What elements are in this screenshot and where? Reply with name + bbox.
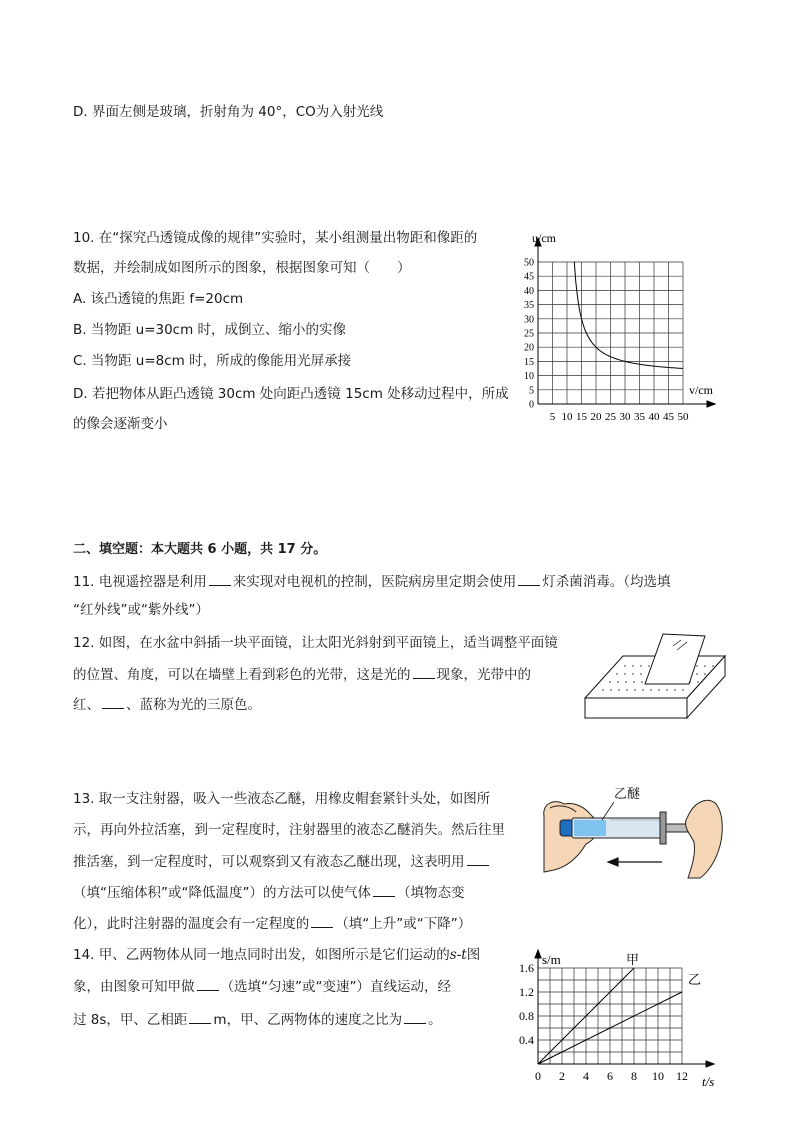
q12-text-3a: 红、 xyxy=(73,697,100,713)
u-v-curve xyxy=(574,262,683,369)
y-tick-label: 50 xyxy=(524,257,534,269)
q12-line-3 xyxy=(73,694,261,715)
q12-blank-1[interactable] xyxy=(413,664,435,679)
q12-line-2 xyxy=(73,664,531,685)
q13-blank-2[interactable] xyxy=(373,882,395,897)
y-tick-label: 1.6 xyxy=(519,961,534,975)
y-tick-label: 35 xyxy=(524,300,534,312)
q12-text-2a: 的位置、角度，可以在墙壁上看到彩色的光带，这是光的 xyxy=(73,667,411,683)
q12-line-1: 12. 如图，在水盆中斜插一块平面镜，让太阳光斜射到平面镜上，适当调整平面镜 xyxy=(73,635,558,651)
s-t-graph xyxy=(508,946,734,1096)
s-t-y-tick-labels xyxy=(519,961,534,1047)
basin-mirror-figure xyxy=(583,628,728,723)
u-v-y-tick-labels xyxy=(524,258,534,411)
s-t-grid xyxy=(538,968,682,1064)
x-tick-label: 8 xyxy=(631,1069,637,1083)
s-t-x-tick-labels xyxy=(535,1069,688,1083)
q11-text-3: 灯杀菌消毒。（均选填 xyxy=(542,574,671,590)
s-t-lines xyxy=(538,953,701,1064)
q14-line-1 xyxy=(73,945,480,965)
series-label: 甲 xyxy=(626,953,640,968)
q14-text-1c: 图 xyxy=(466,947,481,963)
q10-stem-line-2: 数据，并绘制成如图所示的图象，根据图象可知（ ） xyxy=(73,260,411,276)
arrow-left-icon xyxy=(608,858,662,866)
right-hand-icon xyxy=(686,800,723,878)
u-v-grid xyxy=(538,262,683,404)
q13-text-3: 推活塞，到一定程度时，可以观察到又有液态乙醚出现，这表明用 xyxy=(73,854,465,870)
q9-option-d: D. 界面左侧是玻璃，折射角为 40°，CO为入射光线 xyxy=(73,104,384,120)
x-tick-label: 20 xyxy=(590,411,602,423)
x-tick-label: 10 xyxy=(652,1069,664,1083)
x-tick-label: 35 xyxy=(634,411,645,423)
q14-blank-3[interactable] xyxy=(404,1009,426,1024)
x-tick-label: 50 xyxy=(677,411,689,423)
y-tick-label: 30 xyxy=(524,314,534,326)
y-tick-label: 20 xyxy=(524,342,534,354)
q11-line-2: “红外线”或“紫外线”） xyxy=(73,602,209,618)
x-tick-label: 25 xyxy=(605,411,616,423)
q14-blank-2[interactable] xyxy=(189,1009,211,1024)
q11-blank-1[interactable] xyxy=(209,571,231,586)
s-t-x-axis-label: t/s xyxy=(702,1074,715,1089)
y-tick-label: 25 xyxy=(524,328,534,340)
q14-text-1a: 14. 甲、乙两物体从同一地点同时出发，如图所示是它们运动的 xyxy=(73,947,450,963)
x-tick-label: 10 xyxy=(561,411,573,423)
x-tick-label: 6 xyxy=(607,1069,613,1083)
x-tick-label: 40 xyxy=(648,411,660,423)
q13-blank-3[interactable] xyxy=(311,913,333,928)
q14-text-2b: （选填“匀速”或“变速”）直线运动，经 xyxy=(220,979,451,995)
q11-blank-2[interactable] xyxy=(518,571,540,586)
q14-line-3 xyxy=(73,1009,442,1030)
x-tick-label: 12 xyxy=(676,1069,688,1083)
x-axis-arrow-icon xyxy=(706,1061,714,1067)
q12-blank-2[interactable] xyxy=(102,694,124,709)
q13-line-2: 示，再向外拉活塞，到一定程度时，注射器里的液态乙醚消失。然后往里 xyxy=(73,822,505,838)
series-label: 乙 xyxy=(688,973,702,988)
y-tick-label: 45 xyxy=(524,271,534,283)
y-axis-arrow-icon xyxy=(535,950,541,958)
u-v-x-tick-labels xyxy=(550,411,689,423)
x-tick-label: 2 xyxy=(559,1069,565,1083)
q11-line-1 xyxy=(73,571,671,592)
syringe-figure xyxy=(540,782,725,882)
q14-text-1b: s-t xyxy=(449,947,467,963)
y-tick-label: 10 xyxy=(524,371,534,383)
q14-text-3a: 过 8s，甲、乙相距 xyxy=(73,1012,188,1028)
x-axis-arrow-icon xyxy=(707,401,715,407)
q10-option-d-line-1: D. 若把物体从距凸透镜 30cm 处向距凸透镜 15cm 处移动过程中，所成 xyxy=(73,386,509,402)
q10-stem-line-1: 10. 在“探究凸透镜成像的规律”实验时，某小组测量出物距和像距的 xyxy=(73,230,478,246)
q14-line-2 xyxy=(73,976,451,997)
x-tick-label: 0 xyxy=(535,1069,541,1083)
x-tick-label: 4 xyxy=(583,1069,589,1083)
q13-text-4a: （填“压缩体积”或“降低温度”）的方法可以使气体 xyxy=(73,885,371,901)
section-2-heading: 二、填空题：本大题共 6 小题，共 17 分。 xyxy=(73,542,327,557)
q10-option-d-line-2: 的像会逐渐变小 xyxy=(73,416,168,432)
u-v-x-axis-label: v/cm xyxy=(689,383,713,397)
q13-text-5a: 化），此时注射器的温度会有一定程度的 xyxy=(73,916,310,932)
q13-line-3 xyxy=(73,851,491,872)
q13-line-5 xyxy=(73,913,471,934)
q13-blank-1[interactable] xyxy=(467,851,489,866)
q10-option-c: C. 当物距 u=8cm 时，所成的像能用光屏承接 xyxy=(73,353,352,369)
x-tick-label: 45 xyxy=(663,411,674,423)
q13-line-4 xyxy=(73,882,464,903)
y-tick-label: 0.4 xyxy=(519,1033,534,1047)
u-v-y-axis-label: u/cm xyxy=(532,231,556,245)
y-tick-label: 15 xyxy=(524,356,534,368)
y-tick-label: 0 xyxy=(529,399,534,411)
q11-text-2: 来实现对电视机的控制，医院病房里定期会使用 xyxy=(232,574,517,590)
x-tick-label: 30 xyxy=(619,411,631,423)
y-tick-label: 1.2 xyxy=(519,985,534,999)
q13-line-1: 13. 取一支注射器，吸入一些液态乙醚，用橡皮帽套紧针头处，如图所 xyxy=(73,791,491,807)
y-tick-label: 40 xyxy=(524,285,534,297)
x-tick-label: 5 xyxy=(549,411,556,423)
q11-text-1: 11. 电视遥控器是利用 xyxy=(73,574,207,590)
u-v-graph xyxy=(500,228,730,428)
y-tick-label: 5 xyxy=(529,385,534,397)
q10-option-a: A. 该凸透镜的焦距 f=20cm xyxy=(73,291,244,307)
q14-blank-1[interactable] xyxy=(197,976,219,991)
q14-text-3b: m，甲、乙两物体的速度之比为 xyxy=(213,1012,403,1028)
ether-label: 乙醚 xyxy=(614,787,641,802)
x-tick-label: 15 xyxy=(576,411,587,423)
q14-text-3c: 。 xyxy=(428,1012,442,1028)
y-tick-label: 0.8 xyxy=(519,1009,534,1023)
q12-text-2b: 现象，光带中的 xyxy=(436,667,531,683)
q10-option-b: B. 当物距 u=30cm 时，成倒立、缩小的实像 xyxy=(73,322,347,338)
q13-text-5b: （填“上升”或“下降”） xyxy=(335,916,472,932)
q13-text-4b: （填物态变 xyxy=(396,885,465,901)
q14-text-2a: 象，由图象可知甲做 xyxy=(73,979,195,995)
q12-text-3b: 、蓝称为光的三原色。 xyxy=(126,697,261,713)
s-t-y-axis-label: s/m xyxy=(542,952,561,967)
label-leader-line xyxy=(602,802,614,820)
